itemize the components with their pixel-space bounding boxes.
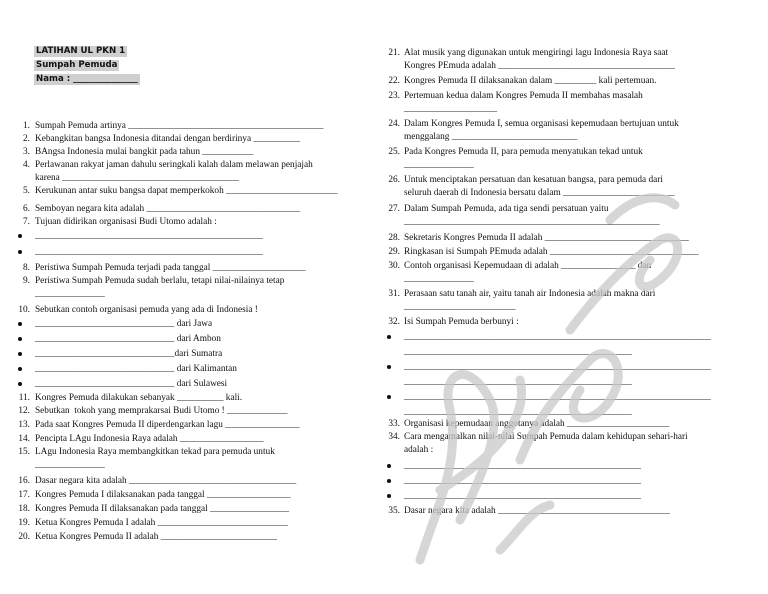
- question-text: Sebutkan contoh organisasi pemuda yang ada di Indonesia !: [35, 305, 258, 315]
- bullet-icon: [18, 250, 22, 254]
- question-number: 6.: [23, 204, 30, 214]
- question-text: Perlawanan rakyat jaman dahulu seringkali kalah dalam melawan penjajah: [35, 160, 313, 170]
- question-text: ______________________________ dari Sulawesi: [35, 379, 228, 389]
- question-number: 17.: [18, 490, 30, 500]
- question-text: Kerukunan antar suku bangsa dapat memperkokoh ________________________: [35, 186, 338, 196]
- question-text: _______________________________________________________: [404, 217, 660, 227]
- bullet-icon: [387, 479, 391, 483]
- question-text: Peristiwa Sumpah Pemuda terjadi pada tanggal ____________________: [35, 263, 306, 273]
- question-text: Isi Sumpah Pemuda berbunyi :: [404, 317, 519, 327]
- question-text: Perasaan satu tanah air, yaitu tanah air Indonesia adalah makna dari: [404, 289, 656, 299]
- question-text: _______________: [404, 160, 474, 170]
- question-text: ______________________________ dari Ambon: [35, 334, 221, 344]
- question-text: LAgu Indonesia Raya membangkitkan tekad para pemuda untuk: [35, 447, 275, 457]
- question-text: Kongres PEmuda adalah ______________________________________: [404, 61, 675, 71]
- question-number: 25.: [388, 147, 400, 157]
- question-text: Ringkasan isi Sumpah PEmuda adalah ________________________________: [404, 247, 699, 257]
- question-text: ______________________________ dari Kalimantan: [35, 364, 237, 374]
- question-number: 23.: [388, 91, 400, 101]
- bullet-icon: [387, 464, 391, 468]
- bullet-icon: [387, 395, 391, 399]
- question-number: 20.: [18, 532, 30, 542]
- question-text: Dasar negara kita adalah ____________________________________: [35, 476, 297, 486]
- question-number: 27.: [388, 204, 400, 214]
- question-number: 15.: [18, 447, 30, 457]
- question-text: ___________________________________________________: [404, 491, 642, 501]
- name-label: Nama : _______________: [36, 74, 138, 84]
- question-number: 11.: [18, 393, 30, 403]
- question-text: __________________________________________________________________: [404, 362, 711, 372]
- question-text: ___________________________________________________: [404, 461, 642, 471]
- question-text: Contoh organisasi Kepemudaan di adalah ________________ dan: [404, 261, 652, 271]
- question-text: adalah :: [404, 445, 434, 455]
- question-text: ______________________________dari Sumatra: [35, 349, 223, 359]
- bullet-icon: [18, 322, 22, 326]
- question-number: 2.: [23, 134, 30, 144]
- question-text: Sumpah Pemuda artinya __________________________________________: [35, 121, 324, 131]
- question-text: Ketua Kongres Pemuda II adalah _________________________: [35, 532, 277, 542]
- question-number: 7.: [23, 217, 30, 227]
- question-number: 5.: [23, 186, 30, 196]
- question-text: Semboyan negara kita adalah _________________________________: [35, 204, 300, 214]
- question-text: Kongres Pemuda I dilaksanakan pada tanggal __________________: [35, 490, 291, 500]
- question-text: Sekretaris Kongres Pemuda II adalah _______________________________: [404, 233, 689, 243]
- bullet-icon: [387, 365, 391, 369]
- question-text: _________________________________________________: [404, 347, 632, 357]
- question-number: 4.: [23, 160, 30, 170]
- question-text: Dalam Sumpah Pemuda, ada tiga sendi persatuan yaitu: [404, 204, 609, 214]
- question-number: 10.: [18, 305, 30, 315]
- question-text: BAngsa Indonesia mulai bangkit pada tahun ___________: [35, 147, 254, 157]
- question-text: Dalam Kongres Pemuda I, semua organisasi kepemudaan bertujuan untuk: [404, 119, 679, 129]
- question-text: _________________________________________________: [35, 231, 263, 241]
- question-text: __________________________________________________________________: [404, 392, 711, 402]
- question-text: Ketua Kongres Pemuda I adalah ____________________________: [35, 518, 288, 528]
- question-text: Pencipta LAgu Indonesia Raya adalah __________________: [35, 434, 264, 444]
- question-text: Tujuan didirikan organisasi Budi Utomo adalah :: [35, 217, 217, 227]
- worksheet-subtitle: Sumpah Pemuda: [36, 60, 118, 70]
- question-text: Kebangkitan bangsa Indonesia ditandai dengan berdirinya __________: [35, 134, 300, 144]
- question-text: Organisasi kepemudaan anggotanya adalah ______________________: [404, 419, 670, 429]
- bullet-icon: [18, 234, 22, 238]
- question-text: _________________________________________________: [35, 247, 263, 257]
- question-number: 12.: [18, 406, 30, 416]
- question-text: Kongres Pemuda II dilaksanakan pada tanggal _________________: [35, 504, 290, 514]
- question-text: _______________: [35, 460, 105, 470]
- question-number: 21.: [388, 48, 400, 58]
- question-text: ___________________________________________________: [404, 476, 642, 486]
- question-number: 3.: [23, 147, 30, 157]
- bullet-icon: [18, 337, 22, 341]
- question-text: Peristiwa Sumpah Pemuda sudah berlalu, tetapi nilai-nilainya tetap: [35, 276, 285, 286]
- question-text: Alat musik yang digunakan untuk mengiringi lagu Indonesia Raya saat: [404, 48, 669, 58]
- question-text: karena ______________________________________: [35, 173, 239, 183]
- question-text: _______________: [404, 274, 474, 284]
- question-text: ______________________________ dari Jawa: [35, 319, 213, 329]
- question-text: Kongres Pemuda II dilaksanakan dalam _________ kali pertemuan.: [404, 76, 657, 86]
- question-number: 18.: [18, 504, 30, 514]
- question-text: Sebutkan tokoh yang memprakarsai Budi Utomo ! _____________: [35, 406, 288, 416]
- question-number: 9.: [23, 276, 30, 286]
- question-text: Kongres Pemuda dilakukan sebanyak __________ kali.: [35, 393, 243, 403]
- question-text: _______________: [35, 289, 105, 299]
- question-text: Pada Kongres Pemuda II, para pemuda menyatukan tekad untuk: [404, 147, 643, 157]
- question-text: seluruh daerah di Indonesia bersatu dalam ________________________: [404, 188, 675, 198]
- question-text: Dasar negara kita adalah _____________________________________: [404, 506, 670, 516]
- question-text: Pertemuan kedua dalam Kongres Pemuda II membahas masalah: [404, 91, 643, 101]
- question-text: _________________________________________________: [404, 407, 632, 417]
- question-number: 35.: [388, 506, 400, 516]
- question-number: 30.: [388, 261, 400, 271]
- question-number: 26.: [388, 175, 400, 185]
- question-text: Pada saat Kongres Pemuda II diperdengarkan lagu ________________: [35, 420, 300, 430]
- question-number: 13.: [18, 420, 30, 430]
- question-number: 14.: [18, 434, 30, 444]
- bullet-icon: [387, 335, 391, 339]
- question-number: 34.: [388, 432, 400, 442]
- question-text: ____________________: [404, 104, 497, 114]
- bullet-icon: [387, 494, 391, 498]
- question-number: 8.: [23, 263, 30, 273]
- bullet-icon: [18, 367, 22, 371]
- question-number: 29.: [388, 247, 400, 257]
- bullet-icon: [18, 352, 22, 356]
- question-text: Untuk menciptakan persatuan dan kesatuan bangsa, para pemuda dari: [404, 175, 663, 185]
- question-number: 33.: [388, 419, 400, 429]
- question-number: 32.: [388, 317, 400, 327]
- question-text: __________________________________________________________________: [404, 332, 711, 342]
- question-text: ________________________: [404, 302, 516, 312]
- question-number: 19.: [18, 518, 30, 528]
- question-number: 22.: [388, 76, 400, 86]
- question-number: 16.: [18, 476, 30, 486]
- question-text: Cara mengamalkan nilai-nilai Sumpah Pemuda dalam kehidupan sehari-hari: [404, 432, 688, 442]
- question-number: 24.: [388, 119, 400, 129]
- worksheet-title: LATIHAN UL PKN 1: [36, 46, 126, 56]
- bullet-icon: [18, 382, 22, 386]
- question-number: 31.: [388, 289, 400, 299]
- question-number: 28.: [388, 233, 400, 243]
- question-number: 1.: [23, 121, 30, 131]
- question-text: menggalang ___________________________: [404, 132, 578, 142]
- question-text: _________________________________________________: [404, 377, 632, 387]
